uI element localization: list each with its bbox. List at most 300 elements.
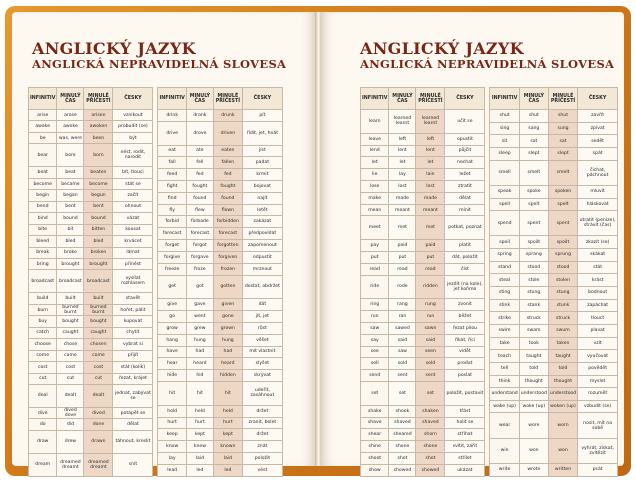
verb-cell: do: [29, 419, 57, 430]
verb-cell: zapomenout: [242, 240, 282, 252]
verb-cell: spring: [490, 249, 519, 262]
verb-cell: spoilt: [519, 236, 548, 249]
verb-cell: eat: [158, 145, 186, 157]
verb-cell: letět: [242, 204, 282, 216]
verb-cell: hidden: [213, 370, 242, 382]
verb-cell: woke (up): [519, 400, 548, 413]
verb-cell: bound: [57, 213, 84, 224]
verb-cell: myslet: [578, 375, 618, 388]
verb-cell: dived dove: [57, 407, 84, 418]
verb-cell: keep: [158, 429, 186, 441]
verb-cell: make: [361, 192, 389, 204]
verb-cell: vyhrát, získat, zvítězit: [578, 438, 618, 463]
verb-cell: break: [29, 247, 57, 258]
verb-cell: vidět: [445, 346, 485, 358]
verb-cell: won: [548, 438, 577, 463]
verb-cell: dělat: [445, 192, 485, 204]
verb-cell: written: [548, 463, 577, 476]
column-header: MINULÉ PŘÍČESTÍ: [213, 88, 242, 110]
verb-cell: vzít: [578, 337, 618, 350]
verb-cell: gave: [186, 299, 213, 311]
verb-cell: dealt: [84, 384, 113, 407]
verb-cell: mít vlastnit: [242, 346, 282, 358]
verb-cell: broadcast: [57, 270, 84, 293]
verb-cell: swum: [548, 324, 577, 337]
book-spine: [315, 12, 321, 466]
verb-cell: grow: [158, 322, 186, 334]
verb-cell: dostat, obdržet: [242, 275, 282, 299]
verb-cell: had: [213, 346, 242, 358]
verb-cell: told: [548, 362, 577, 375]
column-header: MINULÝ ČAS: [186, 88, 213, 110]
verb-cell: wake (up): [490, 400, 519, 413]
verb-cell: chytit: [113, 327, 153, 338]
verb-cell: leave: [361, 133, 389, 145]
verb-cell: znát: [242, 441, 282, 453]
verb-cell: lead: [158, 464, 186, 476]
verb-cell: dreamed dreamt: [84, 453, 113, 476]
verb-cell: caught: [84, 327, 113, 338]
verb-cell: stole: [519, 274, 548, 287]
verb-cell: smelt: [548, 160, 577, 185]
verb-cell: forbade: [186, 216, 213, 228]
verb-cell: drawn: [84, 430, 113, 453]
verb-cell: zakázat: [242, 216, 282, 228]
verb-cell: fed: [186, 169, 213, 181]
page-subtitle: ANGLICKÁ NEPRAVIDELNÁ SLOVESA: [360, 57, 615, 71]
verb-cell: brought: [84, 258, 113, 269]
column-header: MINULÝ ČAS: [57, 88, 84, 110]
verb-cell: found: [213, 192, 242, 204]
verb-cell: stood: [519, 261, 548, 274]
verb-cell: read: [361, 263, 389, 275]
verb-cell: bled: [84, 236, 113, 247]
verb-cell: run: [361, 311, 389, 323]
verb-cell: shave: [361, 417, 389, 429]
verb-cell: hurt: [186, 417, 213, 429]
verb-cell: lain: [416, 169, 445, 181]
verb-cell: shone: [416, 441, 445, 453]
verb-cell: holit se: [445, 417, 485, 429]
verb-cell: začít: [113, 190, 153, 201]
verb-cell: zapáchat: [578, 299, 618, 312]
verb-cell: learned learnt: [389, 110, 416, 134]
verb-cell: bent: [84, 201, 113, 212]
verb-cell: nosit, mít na sobě: [578, 413, 618, 438]
verb-cell: řídit, jet, hnát: [242, 121, 282, 145]
verb-cell: potápět se: [113, 407, 153, 418]
verb-cell: send: [361, 370, 389, 382]
verb-cell: struck: [519, 312, 548, 325]
verb-cell: položit, postavit: [445, 382, 485, 406]
verb-cell: fought: [186, 180, 213, 192]
verb-cell: broke: [57, 247, 84, 258]
verb-cell: lay: [389, 169, 416, 181]
verb-cell: najít: [242, 192, 282, 204]
verb-cell: arisen: [84, 110, 113, 121]
verb-cell: become: [29, 178, 57, 189]
verb-cell: learned learnt: [416, 110, 445, 134]
verb-cell: shoot: [361, 452, 389, 464]
verb-cell: vysílat rozhlasem: [113, 270, 153, 293]
verb-cell: laid: [213, 452, 242, 464]
verb-cell: sat: [519, 135, 548, 148]
verb-cell: read: [389, 263, 416, 275]
verb-cell: stavět: [113, 293, 153, 304]
verb-cell: stung: [548, 287, 577, 300]
verb-cell: cost: [29, 362, 57, 373]
verb-cell: bought: [84, 316, 113, 327]
verb-cell: vybrat si: [113, 339, 153, 350]
verb-cell: shot: [416, 452, 445, 464]
verb-cell: have: [158, 346, 186, 358]
verb-cell: meant: [416, 204, 445, 216]
verb-cell: understood: [519, 388, 548, 401]
verb-cell: psát: [578, 463, 618, 476]
verb-cell: thought: [548, 375, 577, 388]
verb-cell: forgiven: [213, 251, 242, 263]
verb-cell: stát (kolik): [113, 362, 153, 373]
verb-cell: wrote: [519, 463, 548, 476]
verb-cell: slyšet: [242, 358, 282, 370]
verb-cell: began: [57, 190, 84, 201]
verb-cell: said: [416, 334, 445, 346]
verb-cell: dát: [242, 299, 282, 311]
column-header: MINULÉ PŘÍČESTÍ: [84, 88, 113, 110]
verb-cell: held: [186, 405, 213, 417]
verb-cell: kept: [186, 429, 213, 441]
verb-cell: draw: [29, 430, 57, 453]
verb-cell: stink: [490, 299, 519, 312]
verb-cell: kept: [213, 429, 242, 441]
verb-cell: půjčit: [445, 145, 485, 157]
verb-table: [28, 87, 283, 477]
verb-cell: svítit, zářit: [445, 441, 485, 453]
verb-cell: flown: [213, 204, 242, 216]
verb-cell: hold: [158, 405, 186, 417]
verb-cell: fell: [186, 157, 213, 169]
verb-cell: rozumět: [578, 388, 618, 401]
verb-cell: forgave: [186, 251, 213, 263]
verb-cell: krmit: [242, 169, 282, 181]
verb-cell: know: [158, 441, 186, 453]
verb-cell: forecast: [213, 228, 242, 240]
verb-cell: sang: [519, 122, 548, 135]
verb-cell: poslat: [445, 370, 485, 382]
verb-cell: speak: [490, 185, 519, 198]
table-row: [29, 110, 283, 121]
verb-cell: bore: [57, 144, 84, 167]
verb-cell: brought: [57, 258, 84, 269]
verb-cell: swim: [490, 324, 519, 337]
verb-cell: win: [490, 438, 519, 463]
verb-cell: skrývat: [242, 370, 282, 382]
verb-cell: zavřít: [578, 110, 618, 123]
verb-cell: přinést: [113, 258, 153, 269]
verb-cell: jezdit (na kole), jet koňmo: [445, 275, 485, 299]
verb-cell: known: [213, 441, 242, 453]
header-row: [361, 88, 618, 110]
verb-cell: saw: [389, 346, 416, 358]
verb-cell: taught: [548, 350, 577, 363]
verb-cell: broken: [84, 247, 113, 258]
verb-cell: feed: [158, 169, 186, 181]
verb-cell: stříhat: [445, 429, 485, 441]
verb-cell: stát: [578, 261, 618, 274]
verb-cell: go: [158, 311, 186, 323]
verb-cell: lie: [361, 169, 389, 181]
verb-cell: come: [84, 350, 113, 361]
verb-cell: won: [519, 438, 548, 463]
verb-cell: set: [416, 382, 445, 406]
verb-cell: hid: [186, 370, 213, 382]
verb-cell: zranit, bolet: [242, 417, 282, 429]
verb-cell: lent: [389, 145, 416, 157]
verb-cell: held: [213, 405, 242, 417]
verb-cell: understood: [548, 388, 577, 401]
verb-cell: wear: [490, 413, 519, 438]
verb-cell: let: [361, 157, 389, 169]
verb-cell: strike: [490, 312, 519, 325]
verb-cell: říkat, říci: [445, 334, 485, 346]
verb-cell: stand: [490, 261, 519, 274]
verb-cell: sawn: [416, 322, 445, 334]
verb-cell: paid: [416, 240, 445, 252]
verb-cell: sting: [490, 287, 519, 300]
verb-cell: vyučovat: [578, 350, 618, 363]
verb-cell: forgot: [186, 240, 213, 252]
verb-cell: rang: [389, 299, 416, 311]
verb-cell: choose: [29, 339, 57, 350]
verb-cell: bleed: [29, 236, 57, 247]
verb-cell: drunk: [213, 110, 242, 122]
verb-cell: hurt: [213, 417, 242, 429]
verb-cell: slept: [548, 147, 577, 160]
verb-cell: spent: [519, 211, 548, 236]
verb-cell: spoke: [519, 185, 548, 198]
verb-cell: stung: [519, 287, 548, 300]
column-header: MINULÉ PŘÍČESTÍ: [548, 88, 577, 110]
verb-cell: shook: [389, 405, 416, 417]
verb-cell: wore: [519, 413, 548, 438]
verb-cell: paid: [389, 240, 416, 252]
verb-cell: awake: [29, 121, 57, 132]
verb-cell: shear: [361, 429, 389, 441]
verb-cell: rode: [389, 275, 416, 299]
verb-cell: krvácet: [113, 236, 153, 247]
verb-cell: probudit (se): [113, 121, 153, 132]
verb-cell: sent: [389, 370, 416, 382]
verb-cell: sung: [548, 122, 577, 135]
column-header: INFINITIV: [361, 88, 389, 110]
verb-cell: fly: [158, 204, 186, 216]
verb-cell: kupovat: [113, 316, 153, 327]
verb-cell: led: [186, 464, 213, 476]
verb-cell: found: [186, 192, 213, 204]
verb-cell: swam: [519, 324, 548, 337]
verb-cell: meant: [389, 204, 416, 216]
verb-cell: drew: [57, 430, 84, 453]
verb-cell: awoke: [57, 121, 84, 132]
verb-cell: lose: [361, 180, 389, 192]
verb-cell: took: [519, 337, 548, 350]
verb-cell: put: [389, 251, 416, 263]
verb-cell: hit: [158, 382, 186, 406]
verb-cell: položit: [242, 452, 282, 464]
verb-cell: bought: [57, 316, 84, 327]
verb-cell: ridden: [416, 275, 445, 299]
verb-cell: set: [389, 382, 416, 406]
verb-cell: sent: [416, 370, 445, 382]
verb-cell: think: [490, 375, 519, 388]
verb-cell: hit: [186, 382, 213, 406]
verb-cell: grown: [213, 322, 242, 334]
verb-cell: shot: [389, 452, 416, 464]
verb-cell: learn: [361, 110, 389, 134]
verb-cell: věšet: [242, 334, 282, 346]
verb-cell: forbidden: [213, 216, 242, 228]
verb-cell: set: [361, 382, 389, 406]
verb-cell: dát, položit: [445, 251, 485, 263]
verb-cell: built: [84, 293, 113, 304]
verb-cell: hořet, pálit: [113, 304, 153, 315]
verb-cell: krást: [578, 274, 618, 287]
header-row: [29, 88, 283, 110]
verb-cell: hurt: [158, 417, 186, 429]
verb-cell: spát: [578, 147, 618, 160]
verb-cell: sit: [490, 135, 519, 148]
verb-cell: chosen: [84, 339, 113, 350]
verb-cell: přijít: [113, 350, 153, 361]
verb-cell: be: [29, 132, 57, 143]
verb-cell: čichat, páchnout: [578, 160, 618, 185]
verb-cell: dream: [29, 453, 57, 476]
verb-cell: ukázat: [445, 464, 485, 476]
verb-cell: být: [113, 132, 153, 143]
verb-cell: utratit (peníze), strávit (čas): [578, 211, 618, 236]
verb-cell: předpovídat: [242, 228, 282, 240]
verb-cell: meet: [361, 216, 389, 240]
verb-cell: střílet: [445, 452, 485, 464]
verb-cell: show: [361, 464, 389, 476]
verb-cell: stát se: [113, 178, 153, 189]
verb-cell: lámat: [113, 247, 153, 258]
verb-cell: hide: [158, 370, 186, 382]
verb-cell: understand: [490, 388, 519, 401]
verb-cell: met: [416, 216, 445, 240]
verb-cell: said: [389, 334, 416, 346]
verb-cell: begin: [29, 190, 57, 201]
verb-cell: padat: [242, 157, 282, 169]
column-header: INFINITIV: [29, 88, 57, 110]
verb-cell: bitten: [84, 224, 113, 235]
column-header: INFINITIV: [158, 88, 186, 110]
verb-cell: kousat: [113, 224, 153, 235]
verb-cell: skákat: [578, 249, 618, 262]
verb-cell: dělat: [113, 419, 153, 430]
column-header: MINULÝ ČAS: [519, 88, 548, 110]
verb-cell: pay: [361, 240, 389, 252]
verb-cell: shaved: [416, 417, 445, 429]
verb-cell: odpustit: [242, 251, 282, 263]
verb-cell: beat: [57, 167, 84, 178]
verb-cell: give: [158, 299, 186, 311]
verb-table: [360, 87, 618, 477]
verb-cell: showed: [389, 464, 416, 476]
verb-cell: had: [186, 346, 213, 358]
verb-cell: povědět: [578, 362, 618, 375]
verb-cell: stunk: [548, 299, 577, 312]
verb-cell: catch: [29, 327, 57, 338]
verb-cell: ride: [361, 275, 389, 299]
verb-cell: worn: [548, 413, 577, 438]
verb-cell: fall: [158, 157, 186, 169]
verb-cell: gone: [213, 311, 242, 323]
verb-cell: left: [389, 133, 416, 145]
verb-cell: táhnout, kreslit: [113, 430, 153, 453]
verb-cell: made: [416, 192, 445, 204]
verb-cell: fallen: [213, 157, 242, 169]
verb-cell: slept: [519, 147, 548, 160]
verb-cell: struck: [548, 312, 577, 325]
verb-cell: hear: [158, 358, 186, 370]
verb-cell: cut: [29, 373, 57, 384]
verb-cell: stolen: [548, 274, 577, 287]
verb-cell: shaken: [416, 405, 445, 417]
verb-cell: lost: [389, 180, 416, 192]
verb-cell: ztratit: [445, 180, 485, 192]
verb-cell: zvonit: [445, 299, 485, 311]
verb-cell: ležet: [445, 169, 485, 181]
verb-cell: bit: [57, 224, 84, 235]
verb-cell: led: [213, 464, 242, 476]
right-page: [320, 12, 624, 473]
verb-cell: růst: [242, 322, 282, 334]
verb-cell: spell: [490, 198, 519, 211]
verb-cell: forbid: [158, 216, 186, 228]
verb-cell: spoilt: [548, 236, 577, 249]
verb-cell: běžet: [445, 311, 485, 323]
verb-cell: left: [416, 133, 445, 145]
column-header: ČESKY: [242, 88, 282, 110]
page-title: ANGLICKÝ JAZYK: [32, 39, 196, 58]
verb-cell: držet: [242, 429, 282, 441]
verb-cell: grew: [186, 322, 213, 334]
verb-cell: put: [361, 251, 389, 263]
verb-cell: drink: [158, 110, 186, 122]
verb-cell: froze: [186, 263, 213, 275]
verb-cell: vést: [242, 464, 282, 476]
verb-cell: sedět: [578, 135, 618, 148]
verb-cell: gotten: [213, 275, 242, 299]
verb-cell: bear: [29, 144, 57, 167]
verb-cell: sprung: [548, 249, 577, 262]
verb-cell: sing: [490, 122, 519, 135]
page-title: ANGLICKÝ JAZYK: [360, 39, 524, 58]
verb-cell: drive: [158, 121, 186, 145]
verb-cell: spelt: [519, 198, 548, 211]
verb-cell: potkat, poznat: [445, 216, 485, 240]
verb-cell: držet: [242, 405, 282, 417]
verb-cell: heard: [213, 358, 242, 370]
verb-cell: ate: [186, 145, 213, 157]
verb-cell: shut: [490, 110, 519, 123]
verb-cell: lent: [416, 145, 445, 157]
verb-cell: went: [186, 311, 213, 323]
verb-cell: mean: [361, 204, 389, 216]
verb-cell: run: [416, 311, 445, 323]
column-header: INFINITIV: [490, 88, 519, 110]
